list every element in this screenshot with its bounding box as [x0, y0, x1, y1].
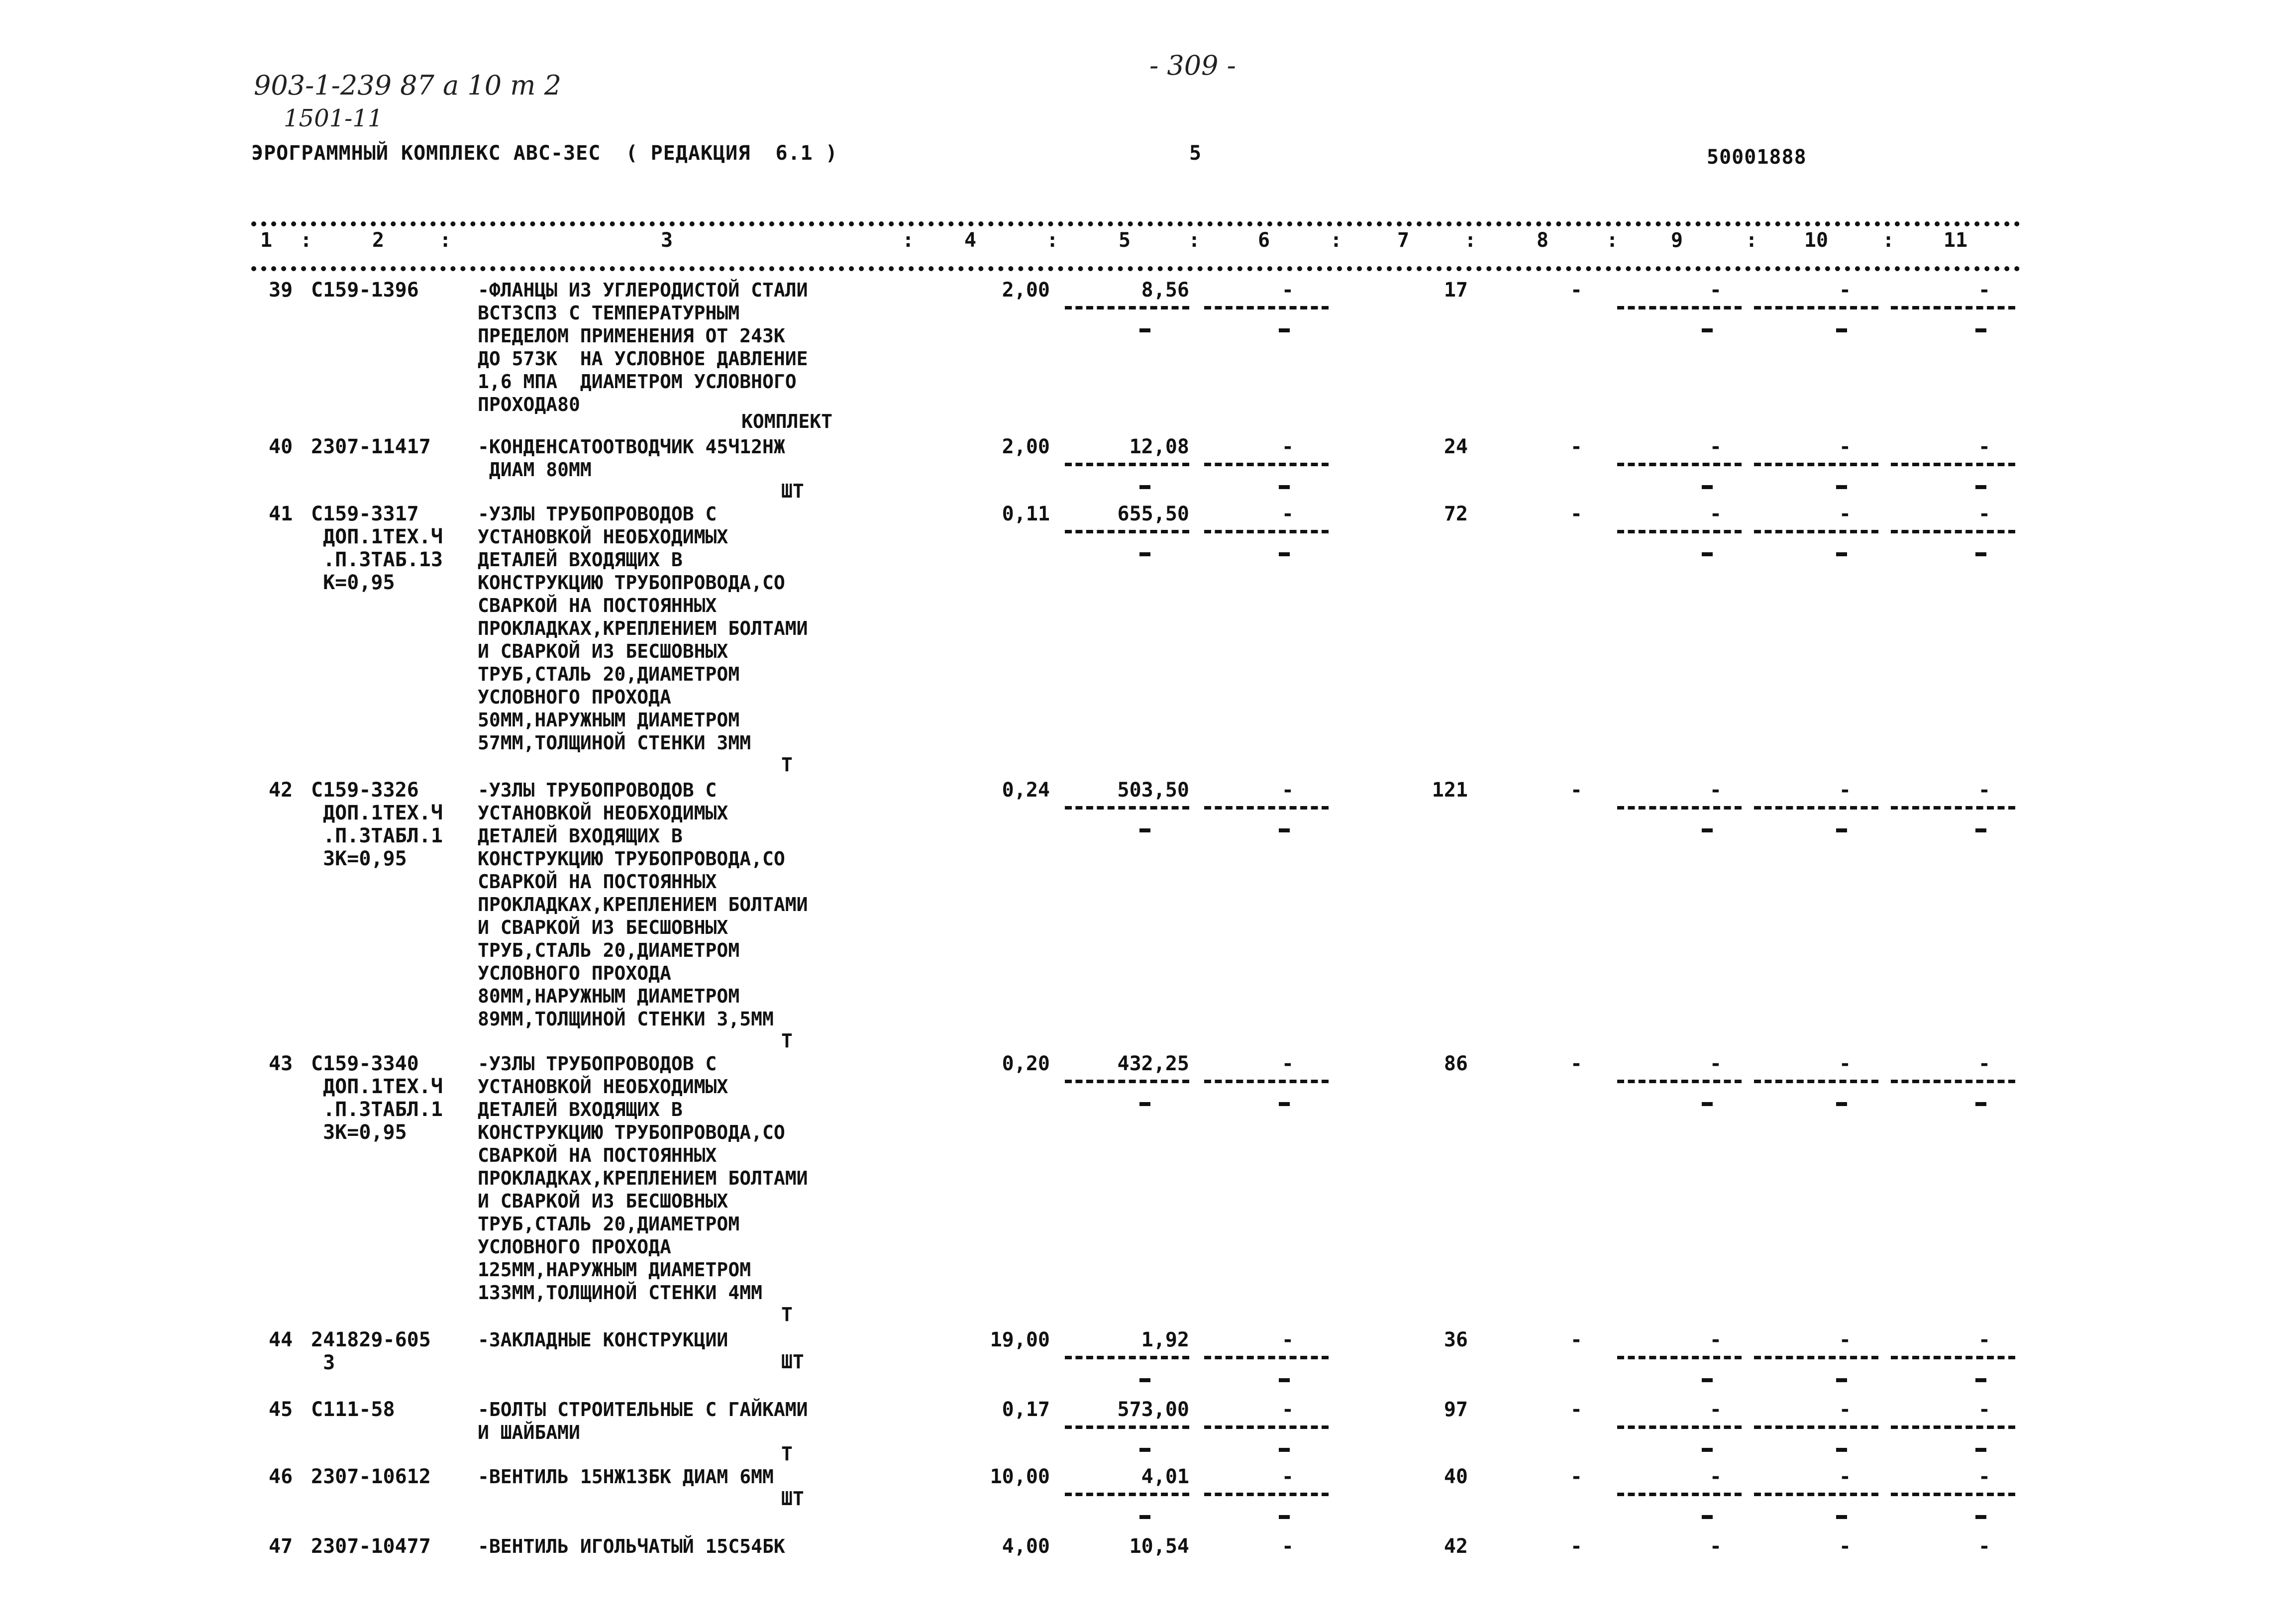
- cell-col8: -: [1570, 503, 1582, 525]
- cell-qty: 0,24: [1002, 779, 1050, 802]
- cell-col8: -: [1570, 435, 1582, 458]
- subtotal-dash-line: [1891, 806, 2015, 810]
- row-unit: Т: [781, 1443, 793, 1465]
- handwritten-doc-ref: 903-1-239 87 а 10 т 2: [254, 70, 561, 101]
- row-number: 42: [269, 779, 293, 802]
- row-description: -ЗАКЛАДНЫЕ КОНСТРУКЦИИ: [478, 1329, 728, 1351]
- cell-col8: -: [1570, 1465, 1582, 1488]
- empty-value-dash: [1702, 1102, 1713, 1106]
- subtotal-dash-line: [1617, 806, 1742, 810]
- row-number: 39: [269, 279, 293, 302]
- empty-value-dash: [1279, 828, 1290, 832]
- subtotal-dash-line: [1891, 306, 2015, 309]
- row-code: С159-3326 ДОП.1ТЕХ.Ч .П.3ТАБЛ.1 3К=0,95: [311, 779, 443, 870]
- cell-qty: 0,11: [1002, 503, 1050, 525]
- empty-value-dash: [1279, 1378, 1290, 1382]
- column-separator: :: [1330, 229, 1342, 252]
- column-number-7: 7: [1397, 229, 1410, 252]
- cell-col7: 97: [1444, 1398, 1468, 1421]
- cell-col10: -: [1839, 435, 1851, 458]
- empty-value-dash: [1975, 828, 1986, 832]
- empty-value-dash: [1279, 328, 1290, 332]
- subtotal-dash-line: [1204, 463, 1329, 466]
- cell-col11: -: [1978, 779, 1990, 802]
- cell-col11: -: [1978, 1398, 1990, 1421]
- empty-value-dash: [1836, 1102, 1847, 1106]
- handwritten-sheet-ref: 1501-11: [284, 104, 383, 132]
- subtotal-dash-line: [1617, 463, 1742, 466]
- column-separator: :: [300, 229, 312, 252]
- cell-col10: -: [1839, 1398, 1851, 1421]
- row-description: -БОЛТЫ СТРОИТЕЛЬНЫЕ С ГАЙКАМИ И ШАЙБАМИ: [478, 1399, 808, 1443]
- cell-price: 432,25: [1117, 1052, 1189, 1075]
- empty-value-dash: [1975, 328, 1986, 332]
- cell-col7: 24: [1444, 435, 1468, 458]
- cell-col7: 42: [1444, 1535, 1468, 1558]
- empty-value-dash: [1279, 1448, 1290, 1452]
- empty-value-dash: [1279, 1515, 1290, 1519]
- empty-value-dash: [1279, 485, 1290, 489]
- row-unit: ШТ: [781, 1351, 804, 1373]
- subtotal-dash-line: [1617, 306, 1742, 309]
- subtotal-dash-line: [1065, 1080, 1189, 1083]
- empty-value-dash: [1836, 1448, 1847, 1452]
- empty-value-dash: [1702, 485, 1713, 489]
- empty-value-dash: [1139, 552, 1150, 556]
- table-top-ruler: [251, 221, 2020, 226]
- subtotal-dash-line: [1754, 306, 1878, 309]
- cell-qty: 19,00: [990, 1328, 1050, 1351]
- cell-col8: -: [1570, 1535, 1582, 1558]
- subtotal-dash-line: [1065, 530, 1189, 533]
- column-separator: :: [1046, 229, 1059, 252]
- subtotal-dash-line: [1617, 1080, 1742, 1083]
- cell-col10: -: [1839, 279, 1851, 302]
- row-number: 43: [269, 1052, 293, 1075]
- subtotal-dash-line: [1065, 463, 1189, 466]
- empty-value-dash: [1139, 485, 1150, 489]
- cell-col10: -: [1839, 779, 1851, 802]
- cell-col6: -: [1281, 1052, 1294, 1075]
- empty-value-dash: [1139, 1102, 1150, 1106]
- row-number: 45: [269, 1398, 293, 1421]
- row-unit: Т: [781, 1304, 793, 1325]
- empty-value-dash: [1279, 1102, 1290, 1106]
- cell-col9: -: [1709, 1328, 1722, 1351]
- subtotal-dash-line: [1617, 1356, 1742, 1359]
- column-separator: :: [1606, 229, 1619, 252]
- column-separator: :: [1188, 229, 1201, 252]
- empty-value-dash: [1139, 1448, 1150, 1452]
- column-separator: :: [439, 229, 452, 252]
- subtotal-dash-line: [1754, 806, 1878, 810]
- cell-col11: -: [1978, 1465, 1990, 1488]
- cell-qty: 10,00: [990, 1465, 1050, 1488]
- row-unit: Т: [781, 1030, 793, 1052]
- subtotal-dash-line: [1204, 1425, 1329, 1429]
- column-separator: :: [1882, 229, 1895, 252]
- column-number-8: 8: [1536, 229, 1549, 252]
- row-code: 241829-605 3: [311, 1328, 431, 1374]
- column-number-10: 10: [1804, 229, 1829, 252]
- table-header-ruler: [251, 266, 2020, 271]
- column-separator: :: [1464, 229, 1477, 252]
- cell-col8: -: [1570, 779, 1582, 802]
- document-code: 50001888: [1707, 146, 1807, 169]
- empty-value-dash: [1139, 1378, 1150, 1382]
- cell-qty: 0,17: [1002, 1398, 1050, 1421]
- subtotal-dash-line: [1754, 530, 1878, 533]
- cell-col11: -: [1978, 279, 1990, 302]
- empty-value-dash: [1139, 328, 1150, 332]
- row-unit: ШТ: [781, 1488, 804, 1510]
- subtotal-dash-line: [1065, 806, 1189, 810]
- column-number-2: 2: [372, 229, 385, 252]
- cell-price: 4,01: [1141, 1465, 1189, 1488]
- row-description: -УЗЛЫ ТРУБОПРОВОДОВ С УСТАНОВКОЙ НЕОБХОДИМЫХ ДЕТАЛЕЙ ВХОДЯЩИХ В КОНСТРУКЦИЮ ТРУБОПРОВОДА,СО СВАРКОЙ НА ПОСТОЯННЫХ ПРОКЛАДКАХ,КРЕПЛЕНИЕМ БОЛТАМИ И СВАРКОЙ ИЗ БЕСШОВНЫХ ТРУБ,СТАЛЬ 20,ДИАМЕТРОМ УСЛОВНОГО ПРОХОДА 80ММ,НАРУЖНЫМ ДИАМЕТРОМ 89ММ,ТОЛЩИНОЙ СТЕНКИ 3,5ММ: [478, 779, 808, 1030]
- row-number: 44: [269, 1328, 293, 1351]
- subtotal-dash-line: [1891, 1356, 2015, 1359]
- cell-col9: -: [1709, 1398, 1722, 1421]
- cell-col9: -: [1709, 1465, 1722, 1488]
- subtotal-dash-line: [1065, 306, 1189, 309]
- cell-col10: -: [1839, 1535, 1851, 1558]
- empty-value-dash: [1975, 1515, 1986, 1519]
- cell-col9: -: [1709, 1052, 1722, 1075]
- row-code: 2307-10477: [311, 1535, 431, 1558]
- cell-col9: -: [1709, 779, 1722, 802]
- column-number-9: 9: [1670, 229, 1683, 252]
- empty-value-dash: [1975, 552, 1986, 556]
- cell-col9: -: [1709, 435, 1722, 458]
- handwritten-page-mark: - 309 -: [1149, 50, 1236, 81]
- row-description: -ФЛАНЦЫ ИЗ УГЛЕРОДИСТОЙ СТАЛИ ВСТ3СП3 С ТЕМПЕРАТУРНЫМ ПРЕДЕЛОМ ПРИМЕНЕНИЯ ОТ 243К ДО 573К НА УСЛОВНОЕ ДАВЛЕНИЕ 1,6 МПА ДИАМЕТРОМ УСЛОВНОГО ПРОХОДА80: [478, 279, 808, 415]
- empty-value-dash: [1702, 828, 1713, 832]
- cell-price: 1,92: [1141, 1328, 1189, 1351]
- column-number-1: 1: [260, 229, 273, 252]
- empty-value-dash: [1975, 485, 1986, 489]
- cell-col6: -: [1281, 1465, 1294, 1488]
- subtotal-dash-line: [1891, 463, 2015, 466]
- subtotal-dash-line: [1204, 306, 1329, 309]
- row-description: -КОНДЕНСАТООТВОДЧИК 45Ч12НЖ ДИАМ 80ММ: [478, 436, 785, 481]
- cell-col9: -: [1709, 1535, 1722, 1558]
- column-number-5: 5: [1118, 229, 1131, 252]
- cell-col7: 86: [1444, 1052, 1468, 1075]
- subtotal-dash-line: [1891, 530, 2015, 533]
- cell-qty: 0,20: [1002, 1052, 1050, 1075]
- row-number: 40: [269, 435, 293, 458]
- cell-col6: -: [1281, 1398, 1294, 1421]
- cell-col11: -: [1978, 503, 1990, 525]
- subtotal-dash-line: [1065, 1425, 1189, 1429]
- row-description: -УЗЛЫ ТРУБОПРОВОДОВ С УСТАНОВКОЙ НЕОБХОДИМЫХ ДЕТАЛЕЙ ВХОДЯЩИХ В КОНСТРУКЦИЮ ТРУБОПРОВОДА,СО СВАРКОЙ НА ПОСТОЯННЫХ ПРОКЛАДКАХ,КРЕПЛЕНИЕМ БОЛТАМИ И СВАРКОЙ ИЗ БЕСШОВНЫХ ТРУБ,СТАЛЬ 20,ДИАМЕТРОМ УСЛОВНОГО ПРОХОДА 50ММ,НАРУЖНЫМ ДИАМЕТРОМ 57ММ,ТОЛЩИНОЙ СТЕНКИ 3ММ: [478, 503, 808, 754]
- cell-col6: -: [1281, 503, 1294, 525]
- cell-col6: -: [1281, 435, 1294, 458]
- cell-col10: -: [1839, 1328, 1851, 1351]
- empty-value-dash: [1975, 1102, 1986, 1106]
- subtotal-dash-line: [1891, 1425, 2015, 1429]
- cell-col7: 17: [1444, 279, 1468, 302]
- empty-value-dash: [1975, 1448, 1986, 1452]
- subtotal-dash-line: [1891, 1080, 2015, 1083]
- cell-col8: -: [1570, 279, 1582, 302]
- empty-value-dash: [1836, 552, 1847, 556]
- empty-value-dash: [1702, 328, 1713, 332]
- empty-value-dash: [1702, 552, 1713, 556]
- empty-value-dash: [1702, 1378, 1713, 1382]
- cell-col7: 40: [1444, 1465, 1468, 1488]
- cell-col7: 121: [1432, 779, 1468, 802]
- subtotal-dash-line: [1617, 1493, 1742, 1496]
- subtotal-dash-line: [1204, 1080, 1329, 1083]
- empty-value-dash: [1975, 1378, 1986, 1382]
- cell-col6: -: [1281, 1535, 1294, 1558]
- column-separator: :: [1745, 229, 1758, 252]
- cell-qty: 2,00: [1002, 435, 1050, 458]
- cell-col7: 36: [1444, 1328, 1468, 1351]
- cell-col11: -: [1978, 1535, 1990, 1558]
- cell-col11: -: [1978, 1328, 1990, 1351]
- cell-col11: -: [1978, 1052, 1990, 1075]
- subtotal-dash-line: [1204, 806, 1329, 810]
- cell-col6: -: [1281, 1328, 1294, 1351]
- cell-price: 8,56: [1141, 279, 1189, 302]
- program-header: ЭРОГРАММНЫЙ КОМПЛЕКС АВС-3ЕС ( РЕДАКЦИЯ 6.1 ): [251, 142, 838, 165]
- subtotal-dash-line: [1754, 1080, 1878, 1083]
- subtotal-dash-line: [1617, 530, 1742, 533]
- column-number-3: 3: [660, 229, 673, 252]
- cell-col11: -: [1978, 435, 1990, 458]
- row-unit: Т: [781, 754, 793, 776]
- empty-value-dash: [1836, 485, 1847, 489]
- empty-value-dash: [1279, 552, 1290, 556]
- subtotal-dash-line: [1754, 1425, 1878, 1429]
- cell-col6: -: [1281, 279, 1294, 302]
- page-number: 5: [1189, 142, 1202, 165]
- cell-col10: -: [1839, 1465, 1851, 1488]
- subtotal-dash-line: [1754, 463, 1878, 466]
- subtotal-dash-line: [1204, 1493, 1329, 1496]
- subtotal-dash-line: [1065, 1356, 1189, 1359]
- cell-col9: -: [1709, 503, 1722, 525]
- row-code: С159-1396: [311, 279, 419, 302]
- row-code: С159-3317 ДОП.1ТЕХ.Ч .П.3ТАБ.13 К=0,95: [311, 503, 443, 594]
- empty-value-dash: [1139, 828, 1150, 832]
- cell-col10: -: [1839, 503, 1851, 525]
- cell-col6: -: [1281, 779, 1294, 802]
- subtotal-dash-line: [1891, 1493, 2015, 1496]
- row-description: -УЗЛЫ ТРУБОПРОВОДОВ С УСТАНОВКОЙ НЕОБХОДИМЫХ ДЕТАЛЕЙ ВХОДЯЩИХ В КОНСТРУКЦИЮ ТРУБОПРОВОДА,СО СВАРКОЙ НА ПОСТОЯННЫХ ПРОКЛАДКАХ,КРЕПЛЕНИЕМ БОЛТАМИ И СВАРКОЙ ИЗ БЕСШОВНЫХ ТРУБ,СТАЛЬ 20,ДИАМЕТРОМ УСЛОВНОГО ПРОХОДА 125ММ,НАРУЖНЫМ ДИАМЕТРОМ 133ММ,ТОЛЩИНОЙ СТЕНКИ 4ММ: [478, 1053, 808, 1304]
- subtotal-dash-line: [1065, 1493, 1189, 1496]
- subtotal-dash-line: [1204, 1356, 1329, 1359]
- row-number: 41: [269, 503, 293, 525]
- cell-col8: -: [1570, 1398, 1582, 1421]
- cell-qty: 2,00: [1002, 279, 1050, 302]
- cell-qty: 4,00: [1002, 1535, 1050, 1558]
- cell-col8: -: [1570, 1328, 1582, 1351]
- column-number-6: 6: [1257, 229, 1270, 252]
- row-code: 2307-10612: [311, 1465, 431, 1488]
- column-number-11: 11: [1943, 229, 1968, 252]
- cell-price: 12,08: [1129, 435, 1189, 458]
- empty-value-dash: [1139, 1515, 1150, 1519]
- row-description: -ВЕНТИЛЬ 15НЖ13БК ДИАМ 6ММ: [478, 1466, 774, 1488]
- empty-value-dash: [1702, 1448, 1713, 1452]
- column-separator: :: [902, 229, 915, 252]
- empty-value-dash: [1836, 828, 1847, 832]
- empty-value-dash: [1836, 1515, 1847, 1519]
- cell-price: 573,00: [1117, 1398, 1189, 1421]
- row-number: 47: [269, 1535, 293, 1558]
- cell-price: 503,50: [1117, 779, 1189, 802]
- subtotal-dash-line: [1617, 1425, 1742, 1429]
- cell-col8: -: [1570, 1052, 1582, 1075]
- subtotal-dash-line: [1754, 1493, 1878, 1496]
- column-number-4: 4: [964, 229, 977, 252]
- row-number: 46: [269, 1465, 293, 1488]
- cell-col9: -: [1709, 279, 1722, 302]
- row-unit: ШТ: [781, 480, 804, 502]
- cell-price: 655,50: [1117, 503, 1189, 525]
- empty-value-dash: [1836, 1378, 1847, 1382]
- subtotal-dash-line: [1204, 530, 1329, 533]
- row-code: С111-58: [311, 1398, 395, 1421]
- empty-value-dash: [1702, 1515, 1713, 1519]
- cell-price: 10,54: [1129, 1535, 1189, 1558]
- cell-col7: 72: [1444, 503, 1468, 525]
- row-unit: КОМПЛЕКТ: [741, 410, 833, 432]
- row-description: -ВЕНТИЛЬ ИГОЛЬЧАТЫЙ 15С54БК: [478, 1535, 785, 1557]
- row-code: 2307-11417: [311, 435, 431, 458]
- cell-col10: -: [1839, 1052, 1851, 1075]
- subtotal-dash-line: [1754, 1356, 1878, 1359]
- row-code: С159-3340 ДОП.1ТЕХ.Ч .П.3ТАБЛ.1 3К=0,95: [311, 1052, 443, 1144]
- empty-value-dash: [1836, 328, 1847, 332]
